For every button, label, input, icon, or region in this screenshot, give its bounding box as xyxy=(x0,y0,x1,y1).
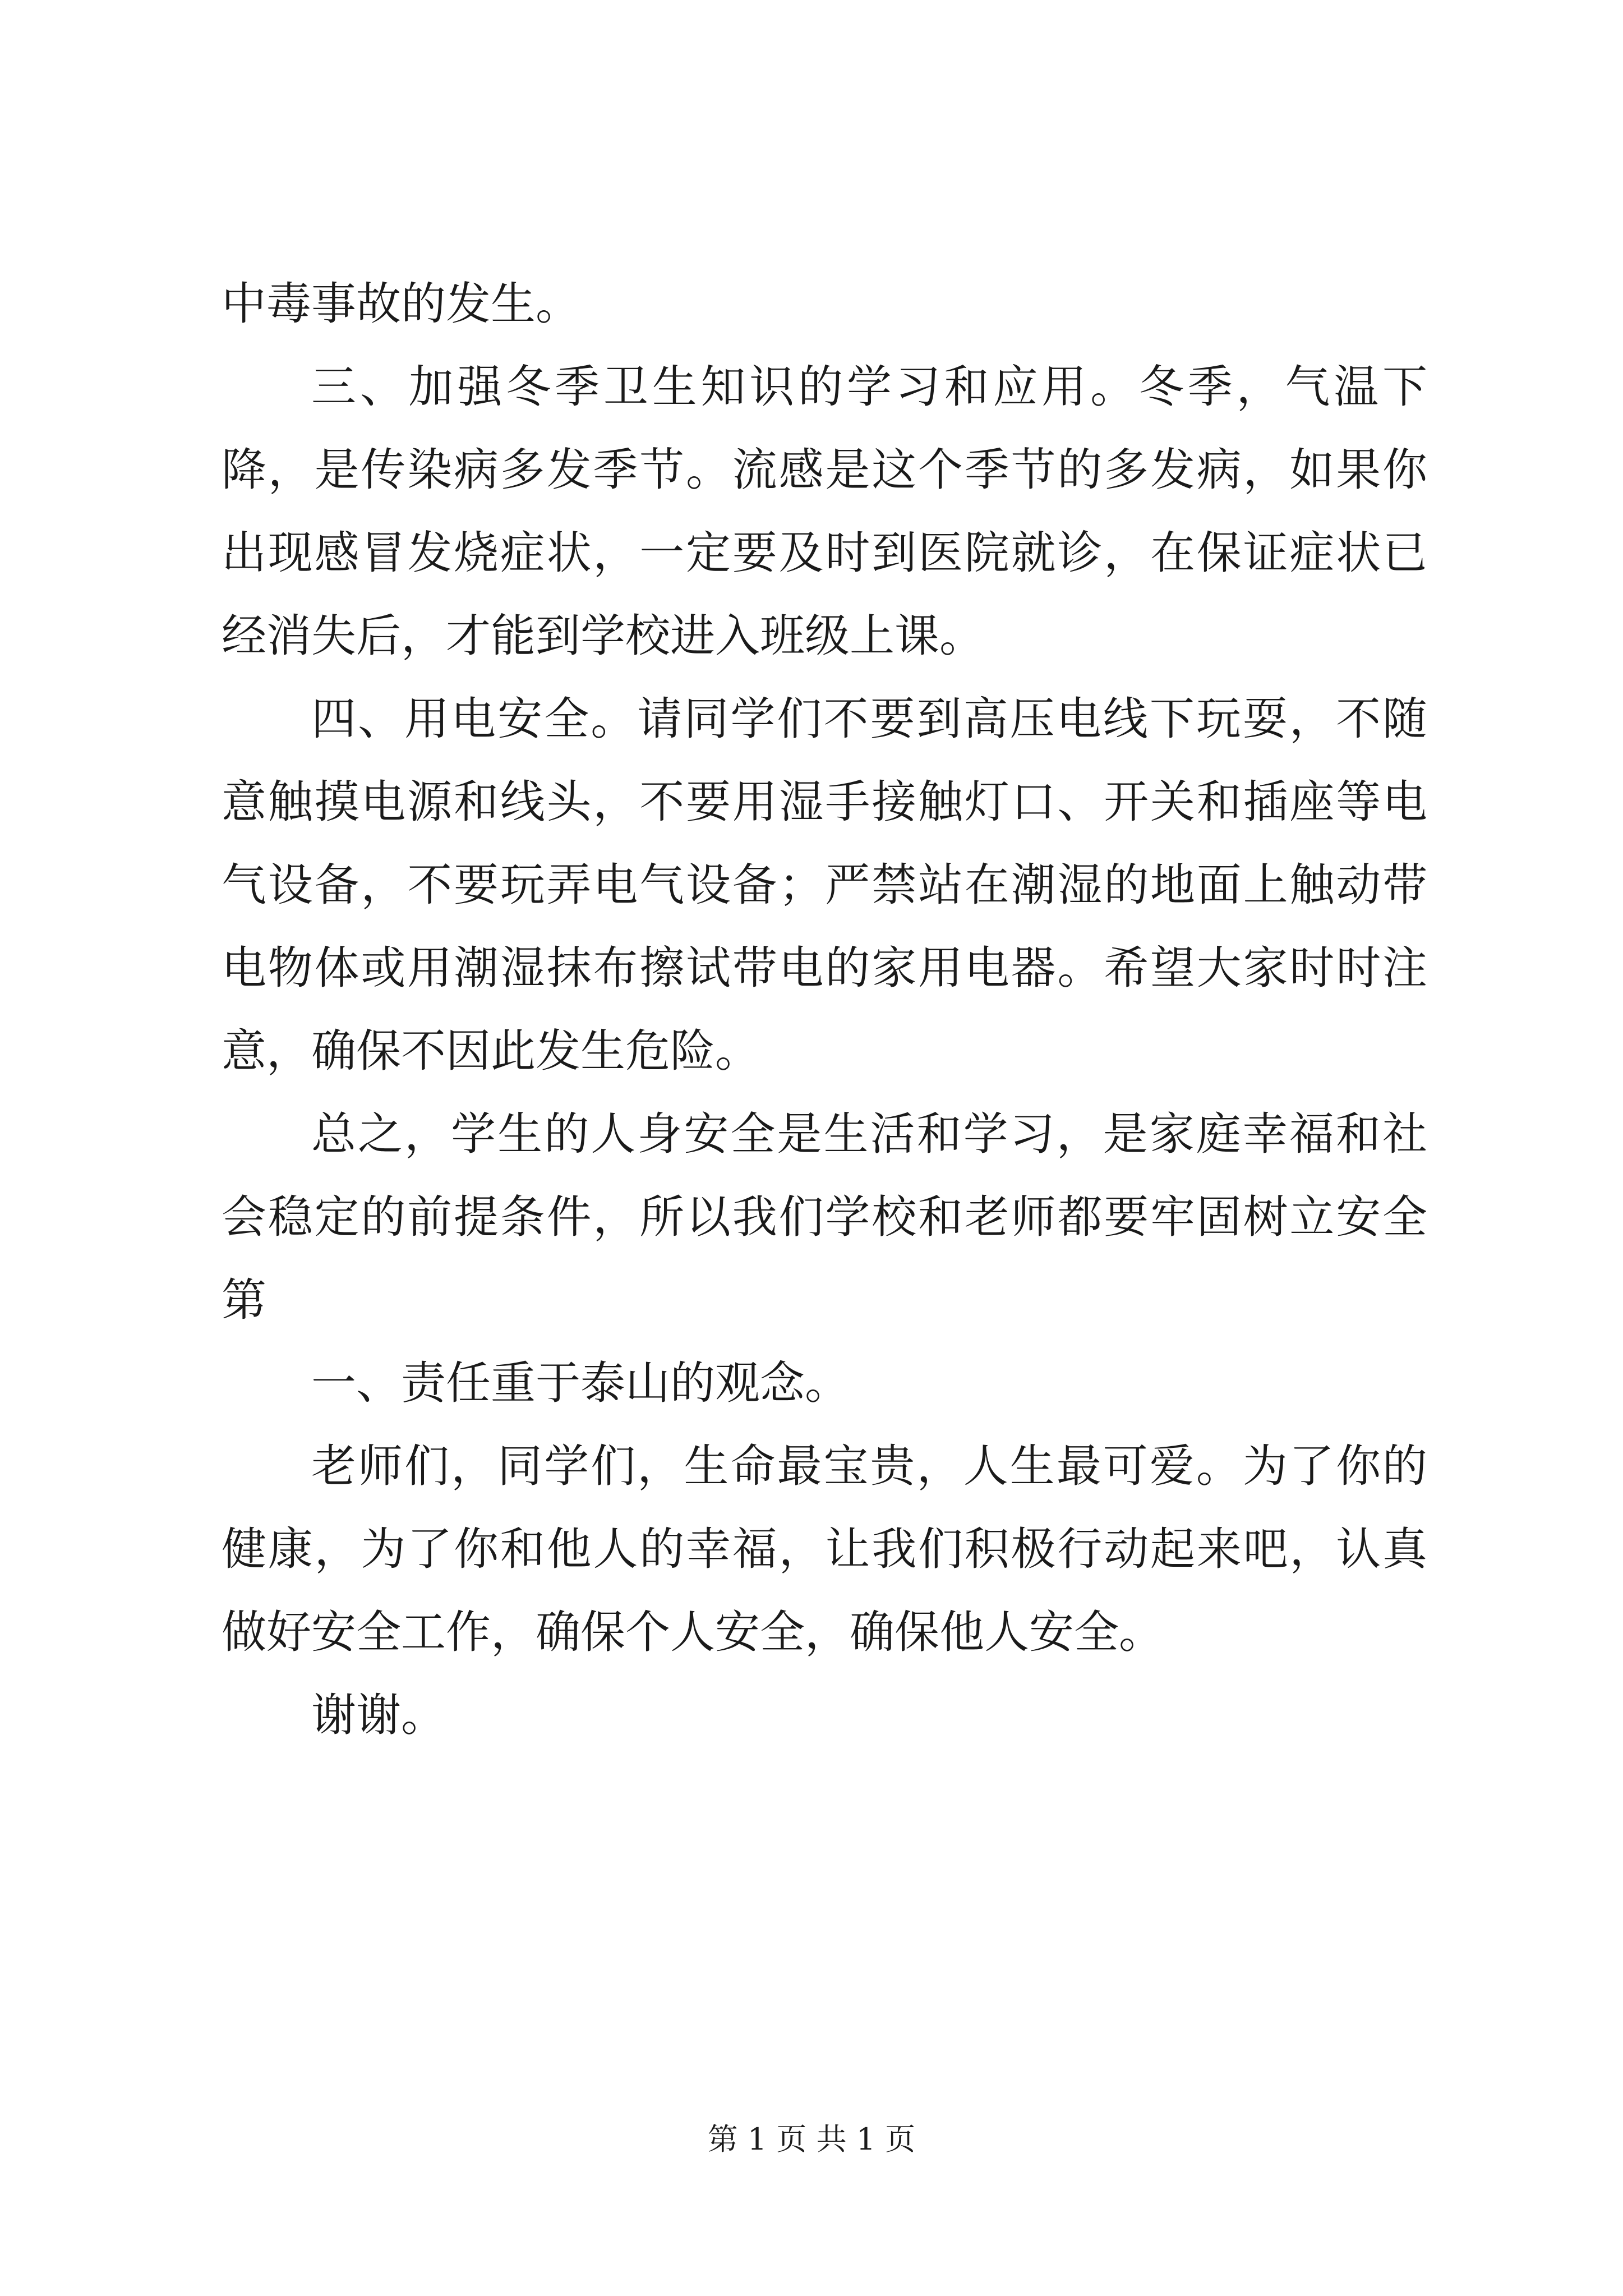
page-number-footer: 第 1 页 共 1 页 xyxy=(707,2122,916,2157)
paragraph-thanks: 谢谢。 xyxy=(311,1689,446,1741)
document-body xyxy=(222,263,1427,1757)
paragraph-electrical-safety: 四、用电安全。请同学们不要到高压电线下玩耍，不随意触摸电源和线头，不要用湿手接触灯口、开关和插座等电气设备，不要玩弄电气设备；严禁站在潮湿的地面上触动带电物体或用潮湿抹布擦试带电的家用电器。希望大家时时注意，确保不因此发生危险。 xyxy=(222,693,1427,1077)
paragraph-winter-hygiene: 三、加强冬季卫生知识的学习和应用。冬季，气温下降，是传染病多发季节。流感是这个季节的多发病，如果你出现感冒发烧症状，一定要及时到医院就诊，在保证症状已经消失后，才能到学校进入班级上课。 xyxy=(222,361,1427,662)
paragraph-summary: 总之，学生的人身安全是生活和学习，是家庭幸福和社会稳定的前提条件，所以我们学校和老师都要牢固树立安全第 xyxy=(222,1108,1427,1326)
paragraph-responsibility: 一、责任重于泰山的观念。 xyxy=(311,1357,850,1409)
paragraph-closing-appeal: 老师们，同学们，生命最宝贵，人生最可爱。为了你的健康，为了你和他人的幸福，让我们积极行动起来吧，认真做好安全工作，确保个人安全，确保他人安全。 xyxy=(222,1440,1427,1658)
paragraph-continuation: 中毒事故的发生。 xyxy=(222,278,580,330)
